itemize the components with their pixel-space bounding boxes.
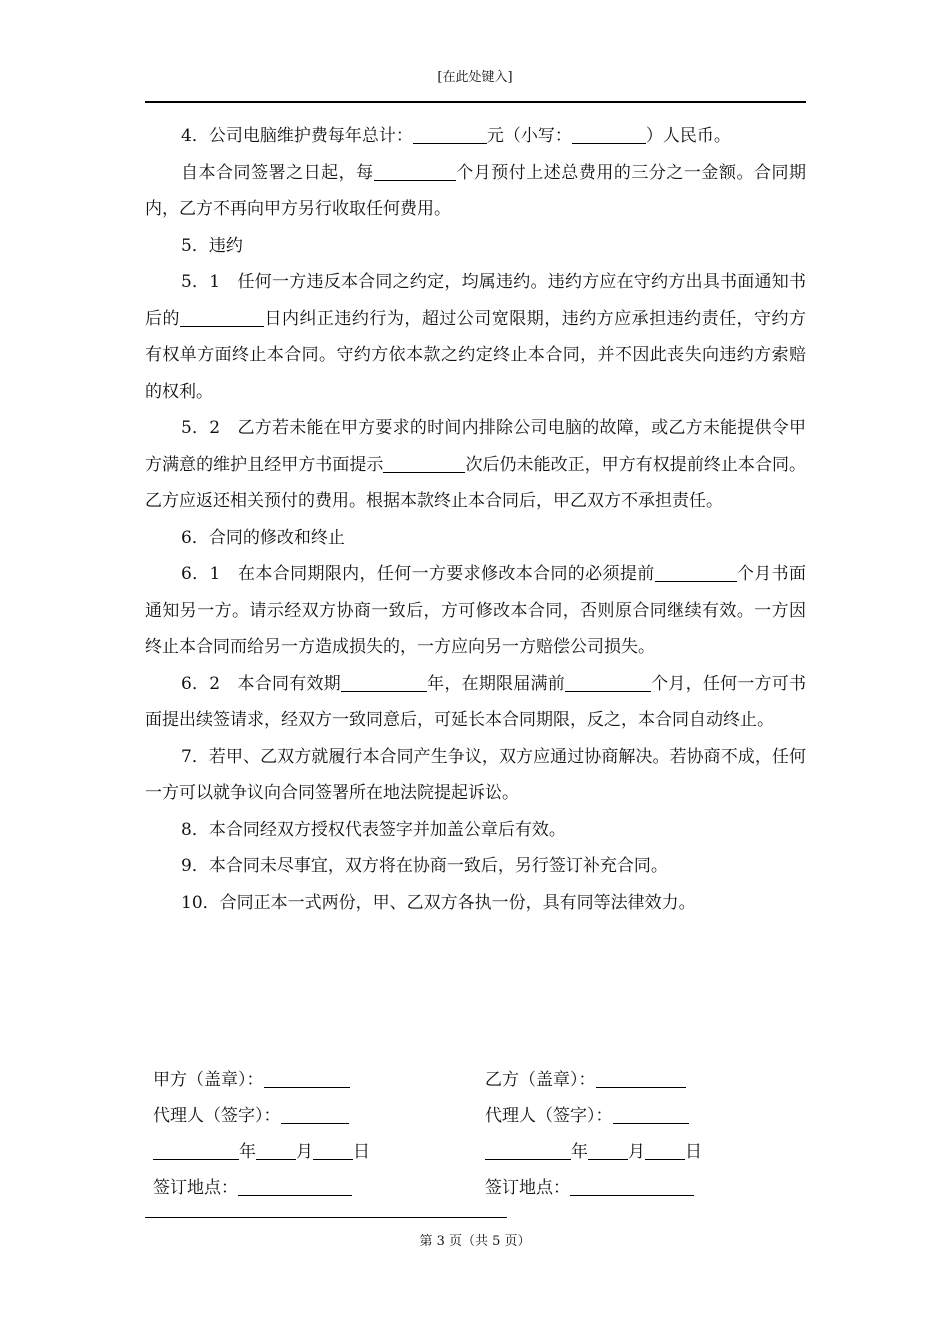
signature-block bbox=[153, 1062, 773, 1206]
prepay-paragraph: 自本合同签署之日起，每 个月预付上述总费用的三分之一金额。合同期内，乙方不再向甲方另行收取任何费用。 bbox=[145, 162, 807, 219]
contract-body bbox=[145, 118, 806, 921]
clause-7: 7．若甲、乙双方就履行本合同产生争议，双方应通过协商解决。若协商不成，任何一方可以就争议向合同签署所在地法院提起诉讼。 bbox=[145, 746, 806, 803]
prepay-months-blank[interactable] bbox=[374, 161, 456, 181]
agent-row bbox=[153, 1098, 773, 1134]
clause-9: 9．本合同未尽事宜，双方将在协商一致后，另行签订补充合同。 bbox=[181, 856, 668, 876]
page-header: [在此处键入] bbox=[437, 70, 513, 85]
header-divider bbox=[145, 101, 806, 103]
date-row: 年 月 日 年 月 日 bbox=[153, 1134, 773, 1170]
party-b-year-blank[interactable] bbox=[485, 1140, 571, 1160]
clause-5-heading: 5．违约 bbox=[181, 235, 243, 256]
clause-4: 4．公司电脑维护费每年总计： 元（小写： ）人民币。 bbox=[181, 126, 731, 146]
party-a-month-blank[interactable] bbox=[256, 1140, 296, 1160]
fee-total-blank[interactable] bbox=[413, 124, 487, 144]
clause-6-1: 6．1 在本合同期限内，任何一方要求修改本合同的必须提前 个月书面通知另一方。请示经双方协商一致后，方可修改本合同，否则原合同继续有效。一方因终止本合同而给另一方造成损失的，一方应向另一方赔偿公司损失。 bbox=[145, 564, 806, 657]
term-years-blank[interactable] bbox=[341, 672, 427, 692]
renewal-months-blank[interactable] bbox=[565, 672, 651, 692]
clause-10: 10．合同正本一式两份，甲、乙双方各执一份，具有同等法律效力。 bbox=[181, 892, 696, 913]
party-a-seal-label: 甲方（盖章）： bbox=[153, 1070, 264, 1090]
seal-row bbox=[153, 1062, 773, 1098]
clause-6-2: 6．2 本合同有效期 年，在期限届满前 个月，任何一方可书面提出续签请求，经双方一致同意后，可延长本合同期限，反之，本合同自动终止。 bbox=[145, 673, 806, 730]
party-a-day-blank[interactable] bbox=[313, 1140, 353, 1160]
party-b-seal-label: 乙方（盖章）： bbox=[485, 1070, 596, 1090]
cure-days-blank[interactable] bbox=[180, 307, 264, 327]
footer-divider bbox=[145, 1217, 507, 1218]
party-a-year-blank[interactable] bbox=[153, 1140, 239, 1160]
clause-6-heading: 6．合同的修改和终止 bbox=[181, 527, 345, 548]
notice-months-blank[interactable] bbox=[655, 562, 737, 582]
party-b-agent-label: 代理人（签字）： bbox=[485, 1106, 613, 1126]
party-a-place-blank[interactable] bbox=[238, 1176, 352, 1196]
party-b-place-blank[interactable] bbox=[570, 1176, 694, 1196]
party-b-day-blank[interactable] bbox=[645, 1140, 685, 1160]
party-b-agent-blank[interactable] bbox=[613, 1104, 689, 1124]
party-a-seal-blank[interactable] bbox=[264, 1068, 350, 1088]
place-row bbox=[153, 1170, 773, 1206]
party-a-agent-label: 代理人（签字）： bbox=[153, 1106, 281, 1126]
clause-5-1: 5．1 任何一方违反本合同之约定，均属违约。违约方应在守约方出具书面通知书后的 日内纠正违约行为，超过公司宽限期，违约方应承担违约责任，守约方有权单方面终止本合同。守约方依本款之约定终止本合同，并不因此丧失向违约方索赔的权利。 bbox=[145, 272, 807, 402]
notice-times-blank[interactable] bbox=[383, 453, 465, 473]
party-a-agent-blank[interactable] bbox=[281, 1104, 349, 1124]
party-b-month-blank[interactable] bbox=[588, 1140, 628, 1160]
party-a-place-label: 签订地点： bbox=[153, 1178, 238, 1198]
party-b-place-label: 签订地点： bbox=[485, 1178, 570, 1198]
clause-5-2: 5．2 乙方若未能在甲方要求的时间内排除公司电脑的故障，或乙方未能提供令甲方满意的维护且经甲方书面提示 次后仍未能改正，甲方有权提前终止本合同。乙方应返还相关预付的费用。根据本款终止本合同后，甲乙双方不承担责任。 bbox=[145, 418, 807, 511]
clause-8: 8．本合同经双方授权代表签字并加盖公章后有效。 bbox=[181, 819, 566, 840]
page-number: 第 3 页（共 5 页） bbox=[419, 1234, 531, 1249]
party-b-seal-blank[interactable] bbox=[596, 1068, 686, 1088]
fee-lowercase-blank[interactable] bbox=[572, 124, 646, 144]
